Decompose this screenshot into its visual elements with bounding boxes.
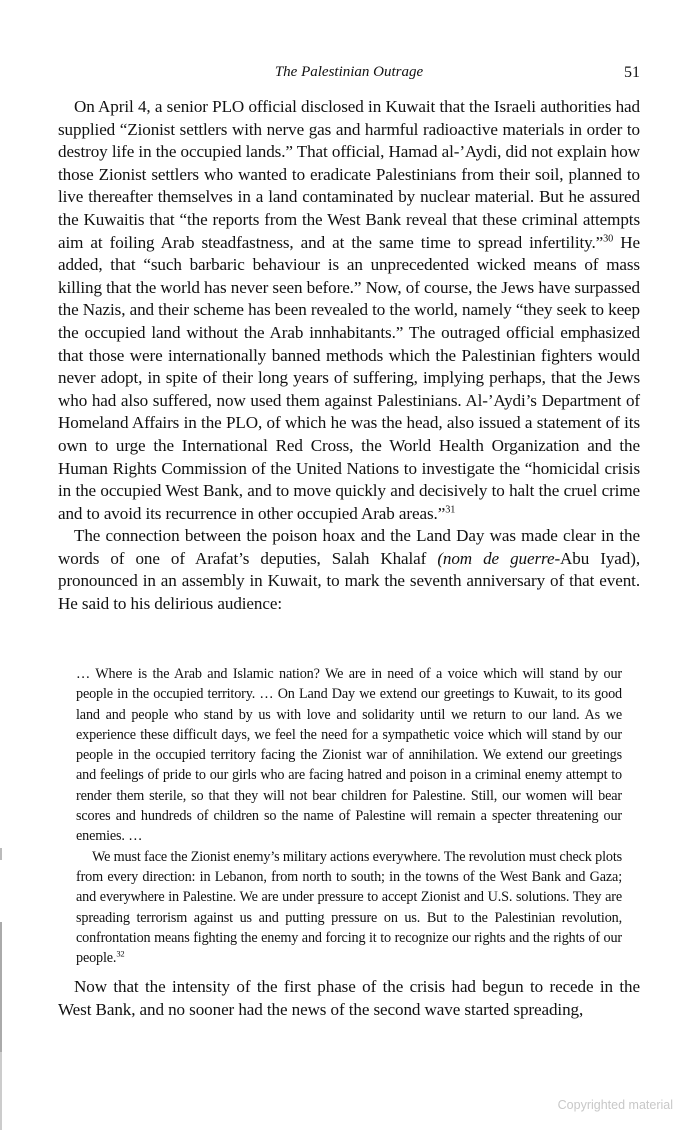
scan-edge-mark <box>0 922 2 1052</box>
page-number: 51 <box>624 64 640 81</box>
running-title: The Palestinian Outrage <box>274 64 424 80</box>
footnote-ref-30: 30 <box>603 232 614 244</box>
scan-edge-mark <box>0 1052 2 1130</box>
block-quote <box>76 664 622 968</box>
paragraph-1 <box>58 96 640 525</box>
paragraph-3: Now that the intensity of the first phase of the crisis had begun to recede in the West Bank, and no sooner had the news of the second wave started spreading, <box>58 977 640 1019</box>
paragraph-2-text-a: The connection between the poison hoax and the Land Day was made clear in the words of one of Arafat’s deputies, Salah Khalaf <box>58 526 640 568</box>
quote-paragraph-2 <box>76 847 622 969</box>
paragraph-1-text-a: On April 4, a senior PLO official disclosed in Kuwait that the Israeli authorities had supplied “Zionist settlers with nerve gas and harmful radioactive materials in order to destroy life in the occupied lands.” That official, Hamad al-’Aydi, did not explain how those Zionist settlers who wanted to eradicate Palestinians from their soil, planned to live thereafter themselves in a land contaminated by nuclear material. But he assured the Kuwaitis that “the reports from the West Bank reveal that these criminal attempts aim at foiling Arab steadfastness, and at the same time to spread infertility.” <box>58 97 640 252</box>
paragraph-2-italic: (nom de guerre <box>437 548 555 568</box>
footnote-ref-31: 31 <box>445 504 456 515</box>
copyright-watermark: Copyrighted material <box>557 1098 673 1112</box>
paragraph-2 <box>58 525 640 615</box>
paragraph-2-text-b: -Abu Iyad), pronounced in an assembly in Kuwait, to mark the seventh anniversary of that event. He said to his delirious audience: <box>58 548 640 614</box>
body-text-main <box>58 96 640 616</box>
quote-paragraph-1: … Where is the Arab and Islamic nation? We are in need of a voice which will stand by our people in the occupied territory. … On Land Day we extend our greetings to Kuwait, to its good land and people who stand by us with love and solidarity until we return to our land. As we experience these difficult days, we feel the need for a sympathetic voice which will stand by our people in the occupied territory facing the Zionist war of annihilation. We extend our greetings and feelings of pride to our girls who are facing hatred and poison in a criminal enemy attempt to render them sterile, so that they will not bear children for Palestine. Still, our women will bear scores and hundreds of children so the name of Palestine will remain a specter threatening our enemies. … <box>76 666 622 845</box>
footnote-ref-32: 32 <box>116 948 125 959</box>
body-text-continued <box>58 976 640 1021</box>
paragraph-1-text-b: He added, that “such barbaric behaviour is an unprecedented wicked means of mass killing that the world has never seen before.” Now, of course, the Jews have surpassed the Nazis, and their scheme has been revealed to the world, namely “they seek to keep the occupied land without the Arab innhabitants.” The outraged official emphasized that those were internationally banned methods which the Palestinian fighters would never adopt, in spite of their long years of suffering, implying perhaps, that the Jews who had also suffered, now used them against Palestinians. Al-’Aydi’s Department of Homeland Affairs in the PLO, of which he was the head, also issued a statement of its own to urge the International Red Cross, the World Health Organization and the Human Rights Commission of the United Nations to investigate the “homicidal crisis in the occupied West Bank, and to move quickly and decisively to halt the cruel crime and to avoid its recurrence in other occupied Arab areas.” <box>58 232 641 523</box>
quote-paragraph-2-text: We must face the Zionist enemy’s military actions everywhere. The revolution must check plots from every direction: in Lebanon, from north to south; in the towns of the West Bank and Gaza; and everywhere in Palestine. We are under pressure to accept Zionist and U.S. solutions. They are spreading terrorism against us and putting pressure on us. But to the Palestinian revolution, confrontation means fighting the enemy and forcing it to recognize our rights and the rights of our people. <box>76 848 622 967</box>
scan-edge-mark <box>0 848 2 860</box>
running-head <box>58 64 640 86</box>
